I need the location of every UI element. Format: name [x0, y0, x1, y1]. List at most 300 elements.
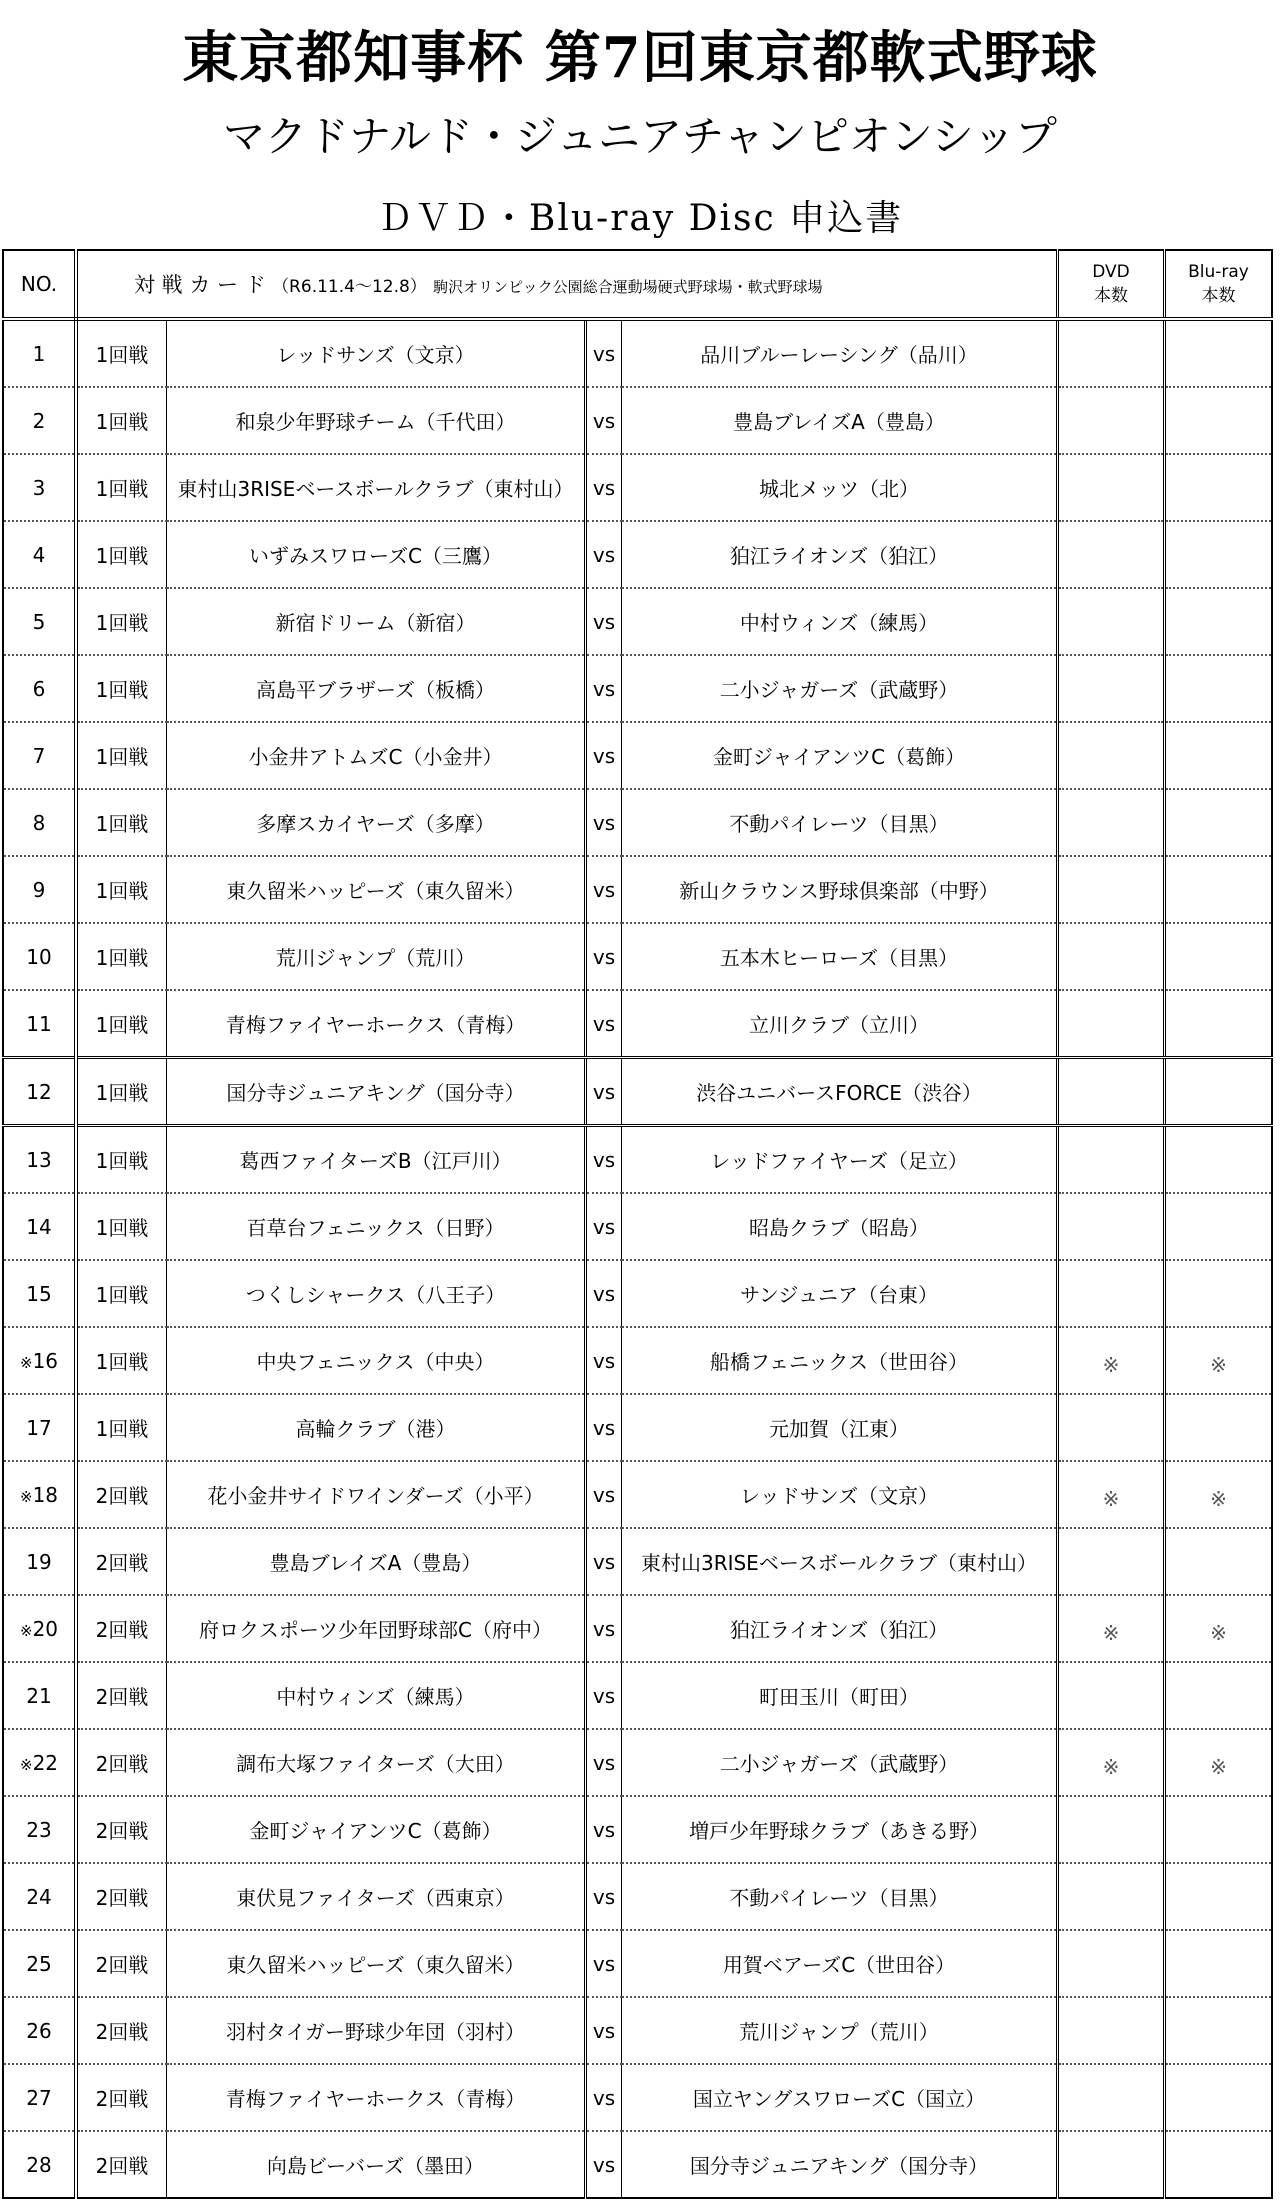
match-number: [3, 319, 76, 387]
bluray-quantity-cell[interactable]: [1165, 521, 1273, 588]
home-team: 府ロクスポーツ少年団野球部C（府中）: [167, 1595, 586, 1662]
dvd-quantity-cell[interactable]: [1058, 1193, 1165, 1260]
dvd-mark: [1059, 618, 1163, 626]
vs-label: vs: [586, 1260, 622, 1327]
bluray-mark: [1166, 417, 1271, 425]
match-number-value: 15: [26, 1281, 52, 1306]
away-team: 新山クラウンス野球倶楽部（中野）: [622, 856, 1058, 923]
match-number-value: 14: [26, 1214, 52, 1239]
bluray-mark: [1166, 1020, 1271, 1028]
highlight-mark: ※: [19, 1353, 33, 1372]
round-label: 2回戦: [76, 1997, 167, 2064]
home-team: 東久留米ハッピーズ（東久留米）: [167, 856, 586, 923]
dvd-mark: [1059, 1960, 1163, 1968]
home-team: 青梅ファイヤーホークス（青梅）: [167, 2064, 586, 2131]
dvd-quantity-cell[interactable]: [1058, 1796, 1165, 1863]
dvd-mark: [1059, 1558, 1163, 1566]
form-title: ＤＶＤ・Blu-ray Disc 申込書: [376, 198, 904, 239]
vs-label: vs: [586, 1528, 622, 1595]
dvd-mark: [1059, 685, 1163, 693]
match-number: [3, 990, 76, 1058]
home-team: つくしシャークス（八王子）: [167, 1260, 586, 1327]
match-number-value: 6: [32, 676, 46, 701]
dvd-quantity-cell[interactable]: [1058, 1327, 1165, 1394]
header-no: NO.: [3, 250, 76, 319]
dvd-quantity-cell[interactable]: [1058, 1461, 1165, 1528]
header-bluray: [1165, 250, 1273, 319]
dvd-mark: [1059, 484, 1163, 492]
bluray-quantity-cell[interactable]: [1165, 2131, 1273, 2198]
home-team: 豊島ブレイズA（豊島）: [167, 1528, 586, 1595]
table-row: [3, 2064, 1272, 2131]
dvd-quantity-cell[interactable]: [1058, 1058, 1165, 1126]
match-number-value: 26: [26, 2018, 52, 2043]
away-team: 狛江ライオンズ（狛江）: [622, 521, 1058, 588]
match-number: [3, 2131, 76, 2198]
home-team: 青梅ファイヤーホークス（青梅）: [167, 990, 586, 1058]
home-team: 金町ジャイアンツC（葛飾）: [167, 1796, 586, 1863]
bluray-quantity-cell[interactable]: [1165, 1930, 1273, 1997]
home-team: 百草台フェニックス（日野）: [167, 1193, 586, 1260]
bluray-mark: [1166, 1223, 1271, 1231]
table-row: [3, 1662, 1272, 1729]
home-team: 東久留米ハッピーズ（東久留米）: [167, 1930, 586, 1997]
dvd-mark: [1059, 1826, 1163, 1834]
match-number-value: 8: [32, 810, 46, 835]
match-number-value: 2: [32, 408, 46, 433]
match-number-value: 5: [32, 609, 46, 634]
bluray-mark: ※: [1210, 1754, 1227, 1779]
dvd-quantity-cell[interactable]: [1058, 1595, 1165, 1662]
home-team: 東村山3RISEベースボールクラブ（東村山）: [167, 454, 586, 521]
bluray-quantity-cell[interactable]: [1165, 722, 1273, 789]
page-subtitle: マクドナルド・ジュニアチャンピオンシップ: [223, 112, 1057, 161]
match-number: [3, 1796, 76, 1863]
dvd-mark: ※: [1102, 1754, 1120, 1779]
bluray-mark: [1166, 1088, 1271, 1096]
dvd-quantity-cell[interactable]: [1058, 1997, 1165, 2064]
vs-label: vs: [586, 1394, 622, 1461]
match-number-value: 11: [26, 1011, 52, 1036]
round-label: 2回戦: [76, 1595, 167, 1662]
match-number-value: 1: [32, 341, 46, 366]
match-number-value: 20: [32, 1616, 59, 1641]
home-team: 新宿ドリーム（新宿）: [167, 588, 586, 655]
away-team: レッドファイヤーズ（足立）: [622, 1126, 1058, 1194]
round-label: 1回戦: [76, 521, 167, 588]
away-team: 不動パイレーツ（目黒）: [622, 1863, 1058, 1930]
header-card-label: 対 戦 カ ー ド: [134, 273, 266, 297]
match-number: [3, 1729, 76, 1796]
header-dvd-line1: DVD: [1092, 262, 1130, 282]
home-team: 荒川ジャンプ（荒川）: [167, 923, 586, 990]
bluray-mark: [1166, 819, 1271, 827]
table-row: [3, 1595, 1272, 1662]
table-row: [3, 2131, 1272, 2198]
table-row: [3, 319, 1272, 387]
match-number: [3, 454, 76, 521]
vs-label: vs: [586, 1729, 622, 1796]
home-team: 中央フェニックス（中央）: [167, 1327, 586, 1394]
highlight-mark: ※: [19, 1755, 33, 1774]
match-number-value: 13: [26, 1147, 52, 1172]
round-label: 2回戦: [76, 1662, 167, 1729]
home-team: 和泉少年野球チーム（千代田）: [167, 387, 586, 454]
match-number: [3, 387, 76, 454]
bluray-quantity-cell[interactable]: [1165, 1662, 1273, 1729]
dvd-quantity-cell[interactable]: [1058, 588, 1165, 655]
match-number-value: 27: [26, 2085, 52, 2110]
match-number: [3, 1126, 76, 1194]
match-number-value: 3: [32, 475, 46, 500]
away-team: 渋谷ユニバースFORCE（渋谷）: [622, 1058, 1058, 1126]
match-number-value: 17: [26, 1415, 52, 1440]
bluray-quantity-cell[interactable]: [1165, 2064, 1273, 2131]
match-number: [3, 1595, 76, 1662]
vs-label: vs: [586, 1997, 622, 2064]
match-number-value: 9: [32, 877, 46, 902]
round-label: 1回戦: [76, 856, 167, 923]
bluray-mark: [1166, 618, 1271, 626]
header-bluray-line1: Blu-ray: [1188, 262, 1249, 282]
home-team: 小金井アトムズC（小金井）: [167, 722, 586, 789]
dvd-mark: [1059, 417, 1163, 425]
bluray-mark: [1166, 1893, 1271, 1901]
bluray-quantity-cell[interactable]: [1165, 1595, 1273, 1662]
table-row: [3, 1327, 1272, 1394]
vs-label: vs: [586, 521, 622, 588]
bluray-quantity-cell[interactable]: [1165, 1193, 1273, 1260]
vs-label: vs: [586, 789, 622, 856]
table-row: [3, 387, 1272, 454]
bluray-mark: ※: [1210, 1620, 1227, 1645]
highlight-mark: ※: [19, 1487, 33, 1506]
away-team: 豊島ブレイズA（豊島）: [622, 387, 1058, 454]
bluray-mark: [1166, 2027, 1271, 2035]
dvd-mark: ※: [1102, 1352, 1120, 1377]
dvd-mark: [1059, 2094, 1163, 2102]
dvd-mark: [1059, 1290, 1163, 1298]
dvd-mark: [1059, 953, 1163, 961]
match-number: [3, 1058, 76, 1126]
home-team: 国分寺ジュニアキング（国分寺）: [167, 1058, 586, 1126]
away-team: 荒川ジャンプ（荒川）: [622, 1997, 1058, 2064]
round-label: 1回戦: [76, 789, 167, 856]
away-team: 二小ジャガーズ（武蔵野）: [622, 1729, 1058, 1796]
page-title: 東京都知事杯 第7回東京都軟式野球: [182, 25, 1098, 91]
bluray-quantity-cell[interactable]: [1165, 1528, 1273, 1595]
table-row: [3, 1461, 1272, 1528]
home-team: 東伏見ファイターズ（西東京）: [167, 1863, 586, 1930]
away-team: 不動パイレーツ（目黒）: [622, 789, 1058, 856]
home-team: 多摩スカイヤーズ（多摩）: [167, 789, 586, 856]
away-team: 国立ヤングスワローズC（国立）: [622, 2064, 1058, 2131]
bluray-mark: ※: [1210, 1352, 1227, 1377]
away-team: 狛江ライオンズ（狛江）: [622, 1595, 1058, 1662]
bluray-quantity-cell[interactable]: [1165, 990, 1273, 1058]
away-team: サンジュニア（台東）: [622, 1260, 1058, 1327]
round-label: 2回戦: [76, 1796, 167, 1863]
round-label: 2回戦: [76, 2131, 167, 2198]
bluray-quantity-cell[interactable]: [1165, 1260, 1273, 1327]
dvd-mark: [1059, 1893, 1163, 1901]
bluray-quantity-cell[interactable]: [1165, 387, 1273, 454]
round-label: 1回戦: [76, 588, 167, 655]
dvd-quantity-cell[interactable]: [1058, 655, 1165, 722]
dvd-quantity-cell[interactable]: [1058, 1394, 1165, 1461]
home-team: 調布大塚ファイターズ（大田）: [167, 1729, 586, 1796]
home-team: レッドサンズ（文京）: [167, 319, 586, 387]
header-card: [76, 250, 1058, 319]
dvd-mark: [1059, 1088, 1163, 1096]
away-team: 城北メッツ（北）: [622, 454, 1058, 521]
round-label: 2回戦: [76, 1528, 167, 1595]
round-label: 1回戦: [76, 1260, 167, 1327]
away-team: 品川ブルーレーシング（品川）: [622, 319, 1058, 387]
dvd-mark: [1059, 1692, 1163, 1700]
bluray-quantity-cell[interactable]: [1165, 1796, 1273, 1863]
home-team: 葛西ファイターズB（江戸川）: [167, 1126, 586, 1194]
match-number-value: 28: [26, 2152, 52, 2177]
table-row: [3, 655, 1272, 722]
dvd-mark: [1059, 2161, 1163, 2169]
vs-label: vs: [586, 1662, 622, 1729]
dvd-quantity-cell[interactable]: [1058, 1863, 1165, 1930]
bluray-mark: [1166, 1290, 1271, 1298]
dvd-mark: [1059, 1424, 1163, 1432]
bluray-quantity-cell[interactable]: [1165, 856, 1273, 923]
bluray-mark: [1166, 1156, 1271, 1164]
round-label: 2回戦: [76, 2064, 167, 2131]
match-number: [3, 722, 76, 789]
round-label: 2回戦: [76, 1729, 167, 1796]
dvd-quantity-cell[interactable]: [1058, 2131, 1165, 2198]
match-number: [3, 1997, 76, 2064]
round-label: 1回戦: [76, 722, 167, 789]
round-label: 2回戦: [76, 1461, 167, 1528]
match-number: [3, 923, 76, 990]
round-label: 2回戦: [76, 1863, 167, 1930]
table-row: [3, 1863, 1272, 1930]
home-team: いずみスワローズC（三鷹）: [167, 521, 586, 588]
match-number: [3, 588, 76, 655]
bluray-quantity-cell[interactable]: [1165, 1058, 1273, 1126]
bluray-mark: [1166, 1424, 1271, 1432]
dvd-mark: [1059, 1156, 1163, 1164]
header-dvd: [1058, 250, 1165, 319]
match-number: [3, 789, 76, 856]
header-dvd-line2: 本数: [1094, 286, 1128, 306]
dvd-quantity-cell[interactable]: [1058, 2064, 1165, 2131]
round-label: 1回戦: [76, 923, 167, 990]
table-row: [3, 789, 1272, 856]
header-card-venue: 駒沢オリンピック公園総合運動場硬式野球場・軟式野球場: [433, 278, 823, 296]
match-number: [3, 521, 76, 588]
match-number: [3, 1528, 76, 1595]
dvd-quantity-cell[interactable]: [1058, 1729, 1165, 1796]
dvd-quantity-cell[interactable]: [1058, 454, 1165, 521]
application-table: [2, 249, 1273, 2199]
vs-label: vs: [586, 2064, 622, 2131]
bluray-quantity-cell[interactable]: [1165, 1461, 1273, 1528]
bluray-quantity-cell[interactable]: [1165, 319, 1273, 387]
match-number-value: 22: [32, 1750, 59, 1775]
table-header-row: [3, 250, 1272, 319]
table-body: [3, 319, 1272, 2198]
home-team: 花小金井サイドワインダーズ（小平）: [167, 1461, 586, 1528]
dvd-mark: ※: [1102, 1620, 1120, 1645]
bluray-mark: [1166, 350, 1271, 358]
dvd-mark: [1059, 1020, 1163, 1028]
vs-label: vs: [586, 319, 622, 387]
dvd-quantity-cell[interactable]: [1058, 923, 1165, 990]
dvd-quantity-cell[interactable]: [1058, 521, 1165, 588]
round-label: 1回戦: [76, 990, 167, 1058]
match-number-value: 21: [26, 1683, 52, 1708]
bluray-quantity-cell[interactable]: [1165, 1126, 1273, 1194]
bluray-quantity-cell[interactable]: [1165, 1863, 1273, 1930]
dvd-quantity-cell[interactable]: [1058, 722, 1165, 789]
bluray-quantity-cell[interactable]: [1165, 454, 1273, 521]
dvd-mark: [1059, 1223, 1163, 1231]
dvd-mark: [1059, 752, 1163, 760]
vs-label: vs: [586, 923, 622, 990]
vs-label: vs: [586, 588, 622, 655]
dvd-quantity-cell[interactable]: [1058, 387, 1165, 454]
round-label: 1回戦: [76, 1058, 167, 1126]
round-label: 1回戦: [76, 1126, 167, 1194]
table-row: [3, 1058, 1272, 1126]
bluray-quantity-cell[interactable]: [1165, 789, 1273, 856]
dvd-mark: [1059, 819, 1163, 827]
bluray-mark: [1166, 2161, 1271, 2169]
table-row: [3, 1997, 1272, 2064]
table-row: [3, 990, 1272, 1058]
dvd-quantity-cell[interactable]: [1058, 856, 1165, 923]
table-row: [3, 1528, 1272, 1595]
vs-label: vs: [586, 1058, 622, 1126]
vs-label: vs: [586, 722, 622, 789]
match-number: [3, 2064, 76, 2131]
round-label: 2回戦: [76, 1930, 167, 1997]
away-team: 昭島クラブ（昭島）: [622, 1193, 1058, 1260]
bluray-mark: ※: [1210, 1486, 1227, 1511]
highlight-mark: ※: [19, 1621, 33, 1640]
home-team: 高輪クラブ（港）: [167, 1394, 586, 1461]
bluray-quantity-cell[interactable]: [1165, 1327, 1273, 1394]
bluray-mark: [1166, 752, 1271, 760]
dvd-quantity-cell[interactable]: [1058, 1126, 1165, 1194]
dvd-quantity-cell[interactable]: [1058, 990, 1165, 1058]
match-number: [3, 1662, 76, 1729]
bluray-quantity-cell[interactable]: [1165, 923, 1273, 990]
dvd-mark: [1059, 2027, 1163, 2035]
match-number: [3, 1193, 76, 1260]
match-number-value: 7: [32, 743, 46, 768]
match-number-value: 24: [26, 1884, 52, 1909]
table-row: [3, 1260, 1272, 1327]
dvd-quantity-cell[interactable]: [1058, 1930, 1165, 1997]
header-card-period: （R6.11.4～12.8）: [272, 277, 427, 297]
bluray-quantity-cell[interactable]: [1165, 1729, 1273, 1796]
match-number: [3, 655, 76, 722]
match-number-value: 16: [32, 1348, 59, 1373]
vs-label: vs: [586, 990, 622, 1058]
bluray-quantity-cell[interactable]: [1165, 588, 1273, 655]
away-team: 用賀ベアーズC（世田谷）: [622, 1930, 1058, 1997]
match-number-value: 25: [26, 1951, 52, 1976]
table-row: [3, 923, 1272, 990]
round-label: 1回戦: [76, 655, 167, 722]
bluray-mark: [1166, 1692, 1271, 1700]
dvd-quantity-cell[interactable]: [1058, 1528, 1165, 1595]
away-team: 元加賀（江東）: [622, 1394, 1058, 1461]
round-label: 1回戦: [76, 1327, 167, 1394]
bluray-mark: [1166, 886, 1271, 894]
bluray-quantity-cell[interactable]: [1165, 655, 1273, 722]
dvd-mark: [1059, 350, 1163, 358]
round-label: 1回戦: [76, 454, 167, 521]
round-label: 1回戦: [76, 387, 167, 454]
away-team: 五本木ヒーローズ（目黒）: [622, 923, 1058, 990]
bluray-mark: [1166, 484, 1271, 492]
table-row: [3, 454, 1272, 521]
vs-label: vs: [586, 1327, 622, 1394]
round-label: 1回戦: [76, 319, 167, 387]
match-number-value: 10: [26, 944, 52, 969]
round-label: 1回戦: [76, 1193, 167, 1260]
bluray-quantity-cell[interactable]: [1165, 1394, 1273, 1461]
vs-label: vs: [586, 655, 622, 722]
match-number-value: 23: [26, 1817, 52, 1842]
table-row: [3, 856, 1272, 923]
round-label: 1回戦: [76, 1394, 167, 1461]
away-team: 国分寺ジュニアキング（国分寺）: [622, 2131, 1058, 2198]
vs-label: vs: [586, 387, 622, 454]
match-number: [3, 1461, 76, 1528]
match-number: [3, 1327, 76, 1394]
table-row: [3, 1796, 1272, 1863]
bluray-mark: [1166, 551, 1271, 559]
home-team: 向島ビーバーズ（墨田）: [167, 2131, 586, 2198]
vs-label: vs: [586, 1930, 622, 1997]
table-row: [3, 521, 1272, 588]
away-team: 町田玉川（町田）: [622, 1662, 1058, 1729]
away-team: 船橋フェニックス（世田谷）: [622, 1327, 1058, 1394]
bluray-mark: [1166, 1960, 1271, 1968]
header-bluray-line2: 本数: [1201, 286, 1236, 306]
dvd-quantity-cell[interactable]: [1058, 319, 1165, 387]
dvd-quantity-cell[interactable]: [1058, 1662, 1165, 1729]
table-row: [3, 722, 1272, 789]
match-number-value: 12: [26, 1079, 52, 1104]
bluray-quantity-cell[interactable]: [1165, 1997, 1273, 2064]
vs-label: vs: [586, 1863, 622, 1930]
match-number-value: 4: [32, 542, 46, 567]
dvd-quantity-cell[interactable]: [1058, 1260, 1165, 1327]
dvd-mark: [1059, 886, 1163, 894]
dvd-quantity-cell[interactable]: [1058, 789, 1165, 856]
vs-label: vs: [586, 1796, 622, 1863]
vs-label: vs: [586, 856, 622, 923]
table-row: [3, 1126, 1272, 1194]
match-number: [3, 1930, 76, 1997]
away-team: 二小ジャガーズ（武蔵野）: [622, 655, 1058, 722]
table-row: [3, 1930, 1272, 1997]
bluray-mark: [1166, 685, 1271, 693]
bluray-mark: [1166, 953, 1271, 961]
vs-label: vs: [586, 1193, 622, 1260]
